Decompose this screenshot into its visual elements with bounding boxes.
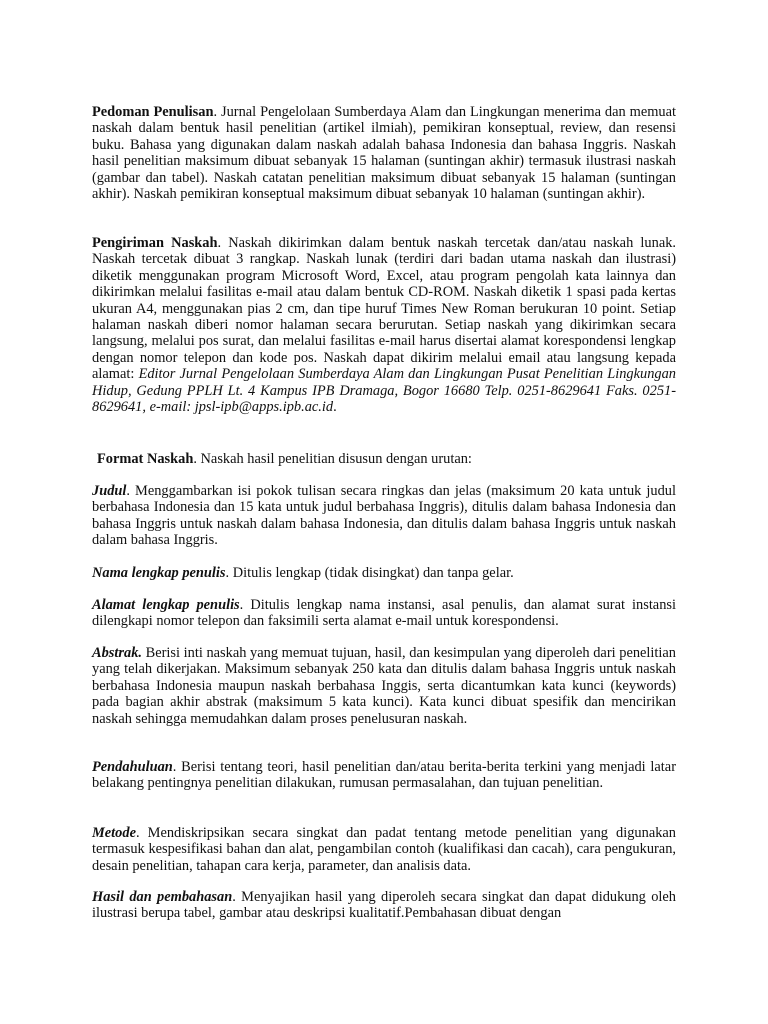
text-pendahuluan: . Berisi tentang teori, hasil penelitian dan/atau berita-berita terkini yang menjadi latar belakang pentingnya penelitian dilakukan, rumusan permasalahan, dan tujuan penelitian. (92, 759, 676, 792)
address-end: . (333, 399, 337, 416)
heading-format-naskah: Format Naskah (97, 451, 194, 467)
text-judul: . Menggambarkan isi pokok tulisan secara ringkas dan jelas (maksimum 20 kata untuk judul berbahasa Indonesia dan 15 kata untuk judul berbahasa Inggris), ditulis dalam bahasa Indonesia dan bahasa Inggris untuk naskah dalam bahasa Indonesia, dan ditulis dalam bahasa Inggris untuk naskah dalam bahasa Inggris. (92, 483, 676, 549)
text-abstrak: Berisi inti naskah yang memuat tujuan, hasil, dan kesimpulan yang diperoleh dari penelitian yang telah dikerjakan. Maksimum sebanyak 250 kata dan ditulis dalam bahasa Inggris untuk naskah berbahasa Indonesia maupun naskah berbahasa Inggis, serta dicantumkan kata kunci (keywords) pada bagian akhir abstrak (maksimum 5 kata kunci). Kata kunci dibuat spesifik dan mencirikan naskah sehingga memudahkan dalam proses penelusuran naskah. (92, 645, 676, 727)
heading-metode: Metode (92, 825, 136, 841)
text-pengiriman-naskah: . Naskah dikirimkan dalam bentuk naskah tercetak dan/atau naskah lunak. Naskah tercetak dibuat 3 rangkap. Naskah lunak (terdiri dari badan utama naskah dan ilustrasi) diketik menggunakan program Microsoft Word, Excel, atau program pengolah kata lainnya dan dikirimkan melalui fasilitas e-mail atau dalam bentuk CD-ROM. Naskah diketik 1 spasi pada kertas ukuran A4, menggunakan pias 2 cm, dan tipe huruf Times New Roman berukuran 10 point. Setiap halaman naskah diberi nomor halaman secara berurutan. Setiap naskah yang dikirimkan secara langsung, melalui pos surat, dan melalui fasilitas e-mail harus disertai alamat korespondensi lengkap dengan nomor telepon dan kode pos. Naskah dapat dikirim melalui email atau langsung kepada alamat: (92, 235, 676, 383)
text-hasil-pembahasan: . Menyajikan hasil yang diperoleh secara singkat dan dapat didukung oleh ilustrasi berupa tabel, gambar atau deskripsi kualitatif.Pembahasan dibuat dengan (92, 889, 676, 922)
heading-pengiriman-naskah: Pengiriman Naskah (92, 235, 218, 251)
text-format-naskah: . Naskah hasil penelitian disusun dengan urutan: (193, 451, 472, 467)
paragraph-hasil-pembahasan (92, 889, 676, 922)
paragraph-pengiriman-naskah (92, 235, 676, 415)
paragraph-format-naskah (92, 451, 681, 467)
paragraph-abstrak (92, 645, 676, 727)
text-pedoman-penulisan: . Jurnal Pengelolaan Sumberdaya Alam dan Lingkungan menerima dan memuat naskah dalam bentuk hasil penelitian (artikel ilmiah), pemikiran konseptual, review, dan resensi buku. Bahasa yang digunakan dalam naskah adalah bahasa Indonesia dan bahasa Inggris. Naskah hasil penelitian maksimum dibuat sebanyak 15 halaman (suntingan akhir) termasuk ilustrasi naskah (gambar dan tabel). Naskah catatan penelitian maksimum dibuat sebanyak 15 halaman (suntingan akhir). Naskah pemikiran konseptual maksimum dibuat sebanyak 10 halaman (suntingan akhir). (92, 104, 676, 203)
text-metode: . Mendiskripsikan secara singkat dan padat tentang metode penelitian yang digunakan termasuk kespesifikasi bahan dan alat, pengambilan contoh (kualifikasi dan cacah), cara pengukuran, desain penelitian, tahapan cara kerja, parameter, dan analisis data. (92, 825, 676, 874)
paragraph-pedoman-penulisan (92, 104, 676, 202)
heading-abstrak: Abstrak. (92, 645, 142, 661)
heading-nama-penulis: Nama lengkap penulis (92, 565, 226, 581)
paragraph-nama-penulis (92, 565, 676, 581)
text-alamat-penulis: . Ditulis lengkap nama instansi, asal penulis, dan alamat surat instansi dilengkapi nomor telepon dan faksimili serta alamat e-mail untuk korespondensi. (92, 597, 676, 630)
editor-address: Editor Jurnal Pengelolaan Sumberdaya Alam dan Lingkungan Pusat Penelitian Lingkungan Hidup, Gedung PPLH Lt. 4 Kampus IPB Dramaga, Bogor 16680 Telp. 0251-8629641 Faks. 0251-8629641, e-mail: jpsl-ipb@apps.ipb.ac.id (92, 366, 676, 416)
paragraph-metode (92, 825, 676, 874)
paragraph-alamat-penulis (92, 597, 676, 630)
paragraph-judul (92, 483, 676, 549)
paragraph-pendahuluan (92, 759, 676, 792)
text-nama-penulis: . Ditulis lengkap (tidak disingkat) dan tanpa gelar. (225, 565, 514, 581)
heading-alamat-penulis: Alamat lengkap penulis (92, 597, 240, 613)
heading-hasil-pembahasan: Hasil dan pembahasan (92, 889, 233, 905)
heading-judul: Judul (92, 483, 127, 499)
heading-pendahuluan: Pendahuluan (92, 759, 173, 775)
heading-pedoman-penulisan: Pedoman Penulisan (92, 104, 214, 120)
